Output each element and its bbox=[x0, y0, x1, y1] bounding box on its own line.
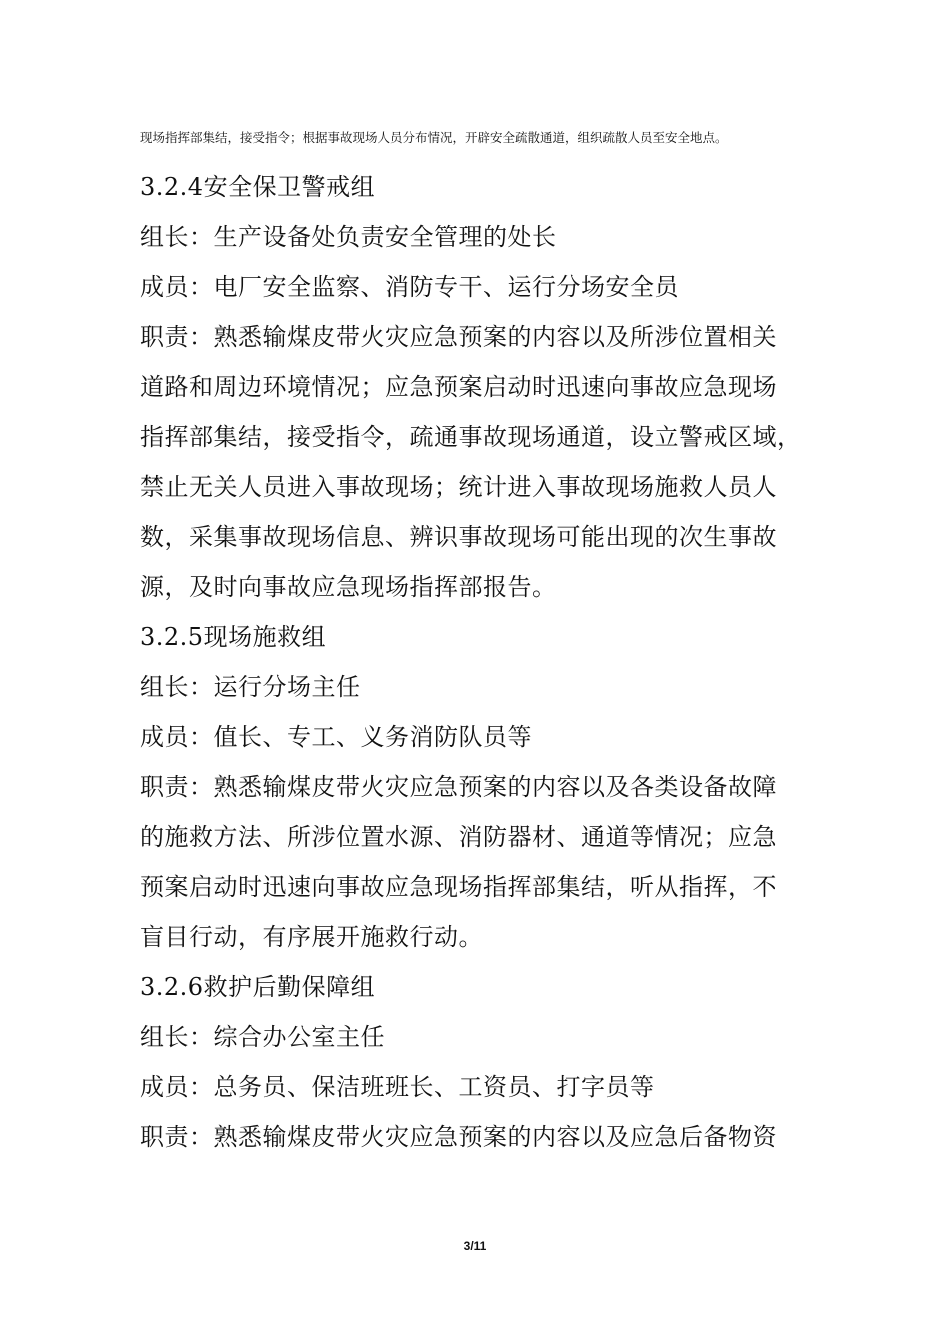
page-number: 3/11 bbox=[463, 1239, 487, 1253]
duties-line: 的施救方法、所涉位置水源、消防器材、通道等情况；应急 bbox=[140, 823, 777, 851]
members-line: 成员：总务员、保洁班班长、工资员、打字员等 bbox=[140, 1073, 655, 1101]
members-line: 成员：电厂安全监察、消防专干、运行分场安全员 bbox=[140, 273, 679, 301]
continued-text-line: 现场指挥部集结，接受指令；根据事故现场人员分布情况，开辟安全疏散通道，组织疏散人员至安全地点。 bbox=[140, 130, 728, 145]
leader-line: 组长：综合办公室主任 bbox=[140, 1023, 385, 1051]
section-heading-3-2-6: 3.2.6救护后勤保障组 bbox=[140, 973, 376, 1001]
members-line: 成员：值长、专工、义务消防队员等 bbox=[140, 723, 532, 751]
duties-line: 职责：熟悉输煤皮带火灾应急预案的内容以及所涉位置相关 bbox=[140, 323, 777, 351]
section-heading-3-2-5: 3.2.5现场施救组 bbox=[140, 623, 327, 651]
duties-line: 盲目行动，有序展开施救行动。 bbox=[140, 923, 483, 951]
section-heading-3-2-4: 3.2.4安全保卫警戒组 bbox=[140, 173, 376, 201]
leader-line: 组长：生产设备处负责安全管理的处长 bbox=[140, 223, 557, 251]
body-text bbox=[140, 162, 820, 1162]
leader-line: 组长：运行分场主任 bbox=[140, 673, 361, 701]
duties-line: 预案启动时迅速向事故应急现场指挥部集结，听从指挥，不 bbox=[140, 873, 777, 901]
duties-line: 道路和周边环境情况；应急预案启动时迅速向事故应急现场 bbox=[140, 373, 777, 401]
duties-line: 职责：熟悉输煤皮带火灾应急预案的内容以及应急后备物资 bbox=[140, 1123, 777, 1151]
duties-line: 指挥部集结，接受指令，疏通事故现场通道，设立警戒区域， bbox=[140, 423, 802, 451]
duties-line: 源，及时向事故应急现场指挥部报告。 bbox=[140, 573, 557, 601]
duties-line: 禁止无关人员进入事故现场；统计进入事故现场施救人员人 bbox=[140, 473, 777, 501]
duties-line: 职责：熟悉输煤皮带火灾应急预案的内容以及各类设备故障 bbox=[140, 773, 777, 801]
duties-line: 数，采集事故现场信息、辨识事故现场可能出现的次生事故 bbox=[140, 523, 777, 551]
